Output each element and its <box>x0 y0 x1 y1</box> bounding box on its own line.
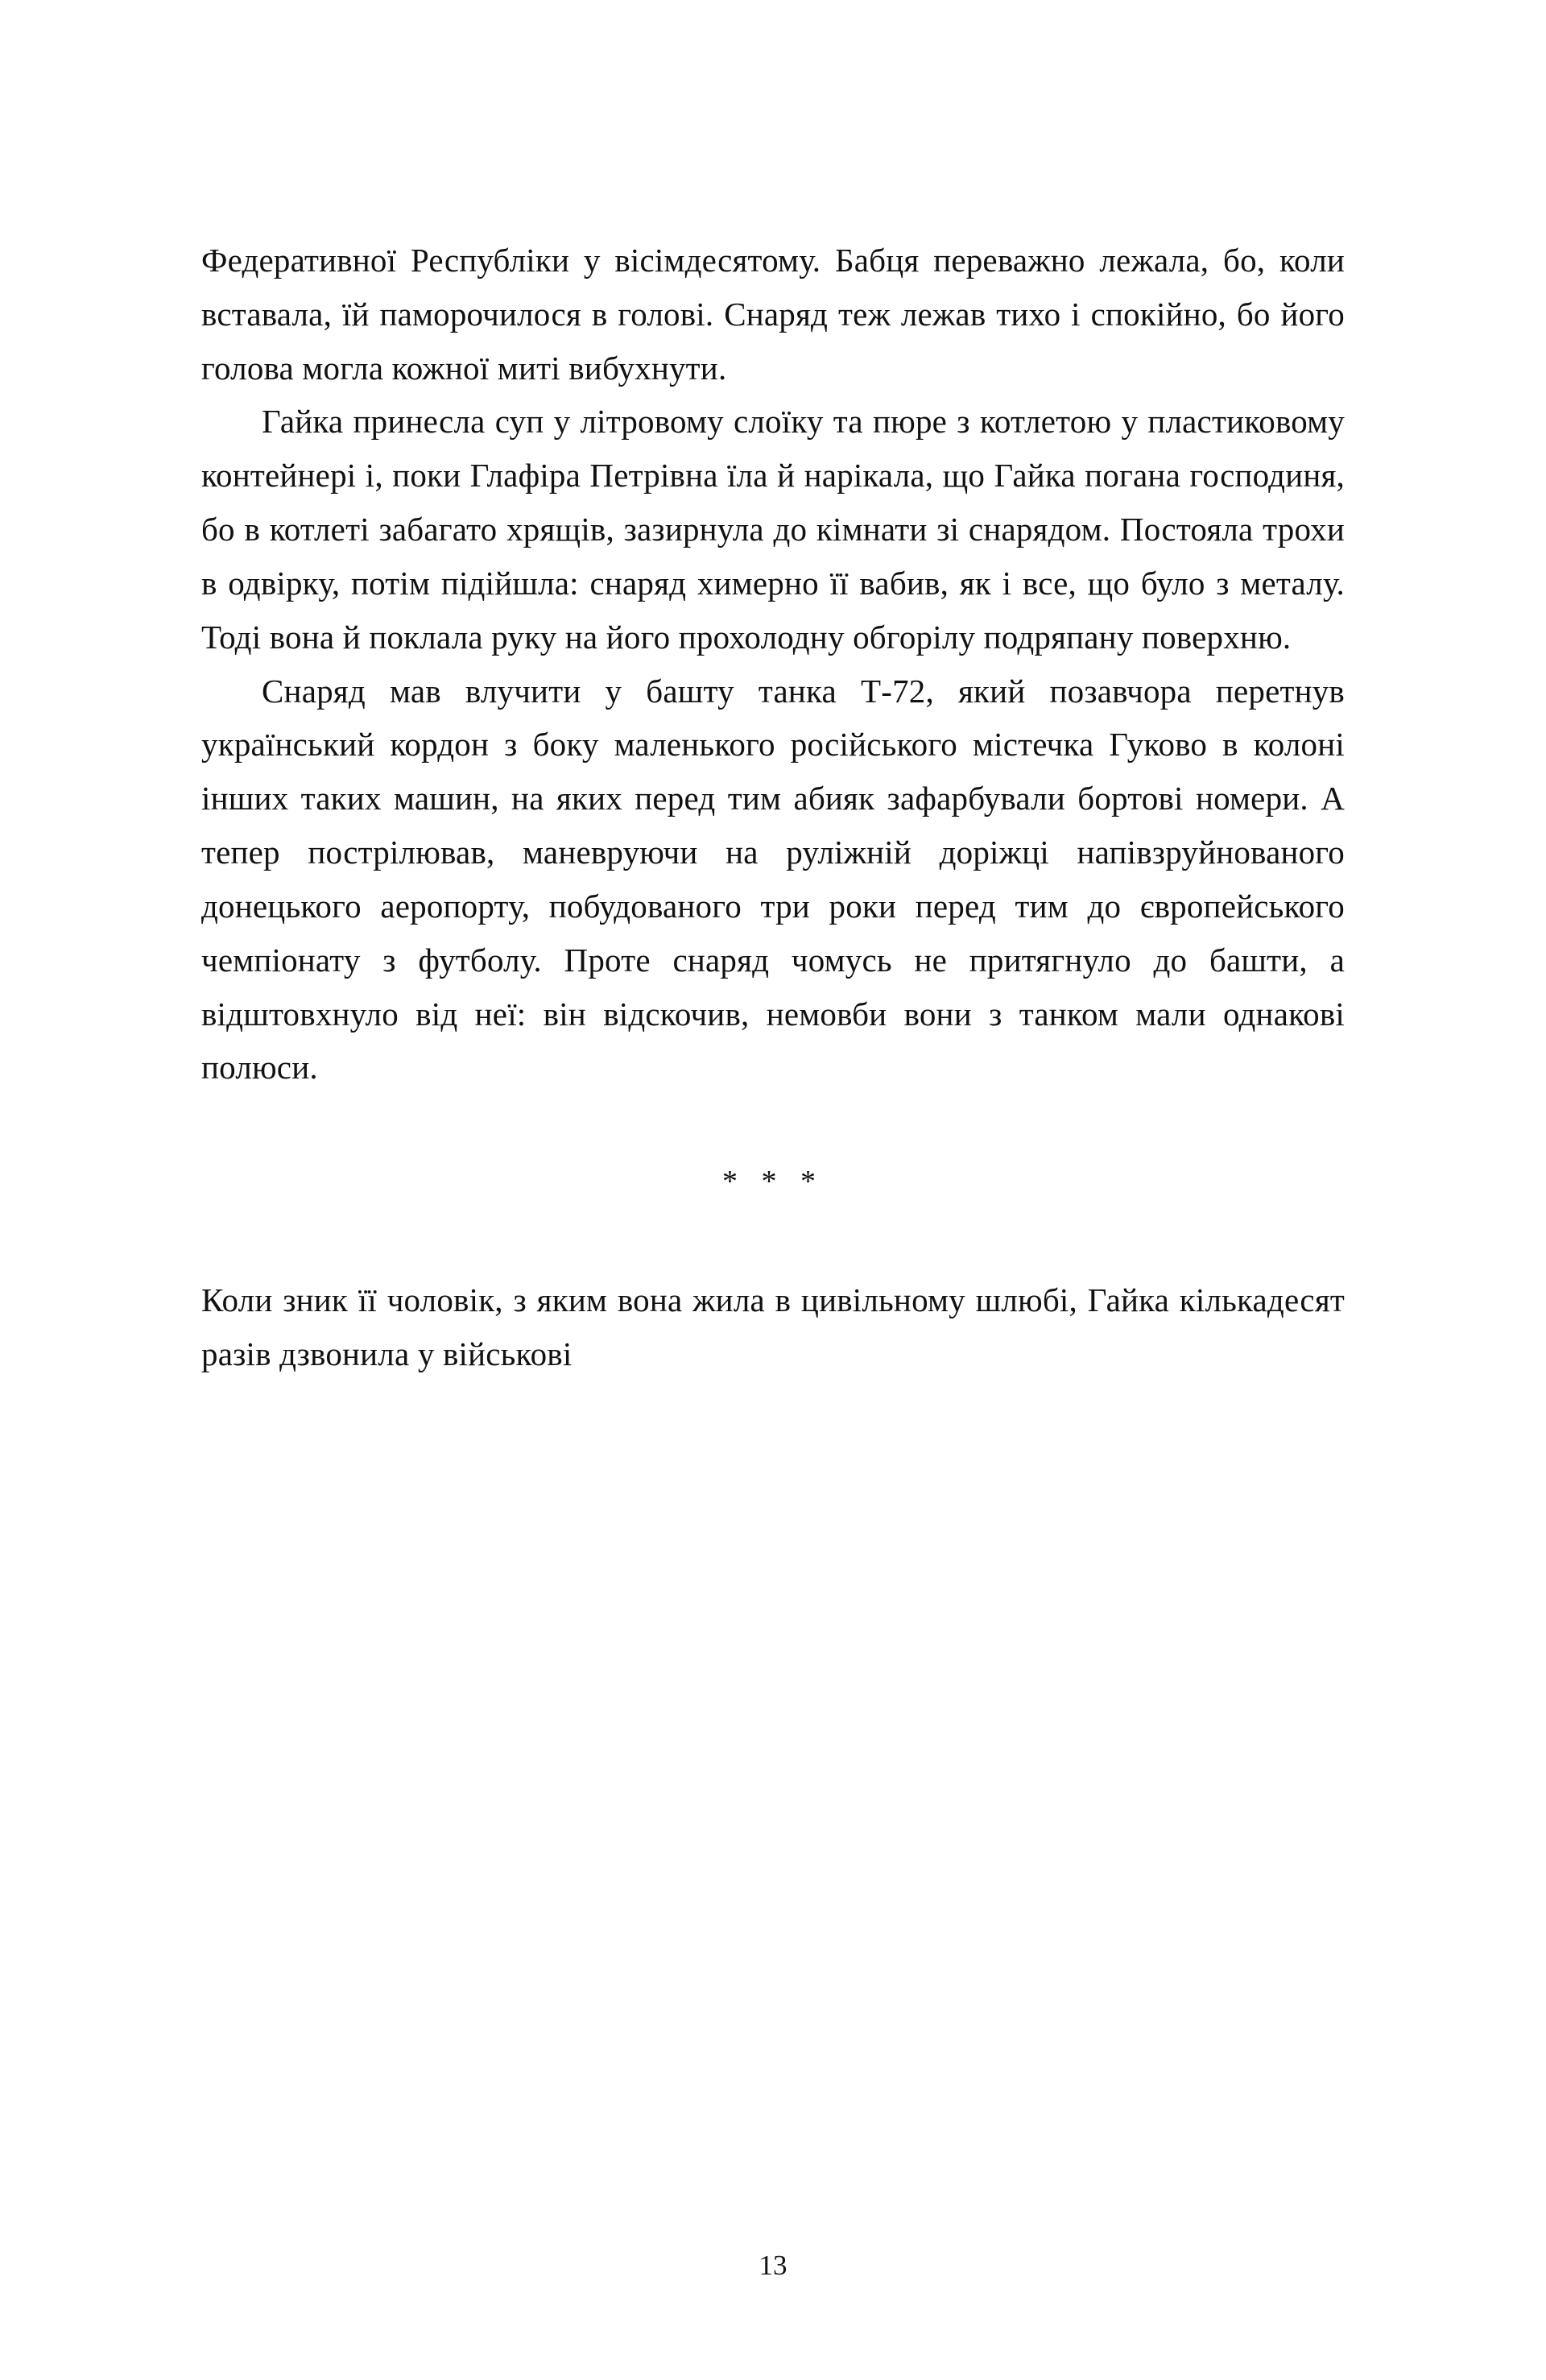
paragraph: Снаряд мав влучити у башту танка Т-72, який позавчора перетнув український кордон з боку маленького російського містечка Гуково в колоні інших таких машин, на яких перед тим абияк зафарбували бортові номери. А тепер пострілював, маневруючи на руліжній доріжці напівзруйнованого донецького аеропорту, побудованого три роки перед тим до європейського чемпіонату з футболу. Проте снаряд чомусь не притягнуло до башти, а відштовхнуло від неї: він відскочив, немовби вони з танком мали однакові полюси. <box>201 672 1345 1087</box>
page-body <box>201 234 1345 1095</box>
paragraph: Коли зник її чоловік, з яким вона жила в цивільному шлюбі, Гайка кількадесят разів дзвонила у військові <box>201 1281 1345 1373</box>
paragraph: Гайка принесла суп у літровому слоїку та пюре з котлетою у пластиковому контейнері і, поки Глафіра Петрівна їла й нарікала, що Гайка погана господиня, бо в котлеті забагато хрящів, зазирнула до кімнати зі снарядом. Постояла трохи в одвірку, потім підійшла: снаряд химерно її вабив, як і все, що було з металу. Тоді вона й поклала руку на його прохолодну обгорілу подряпану поверхню. <box>201 403 1345 656</box>
paragraph: Федеративної Республіки у вісімдесятому. Бабця переважно лежала, бо, коли вставала, їй паморочилося в голові. Снаряд теж лежав тихо і спокійно, бо його голова могла кожної миті вибухнути. <box>201 242 1345 387</box>
page-number: 13 <box>759 2250 787 2281</box>
page-body-after-break <box>201 1273 1345 1381</box>
scene-break-separator: * * * <box>722 1165 824 1199</box>
